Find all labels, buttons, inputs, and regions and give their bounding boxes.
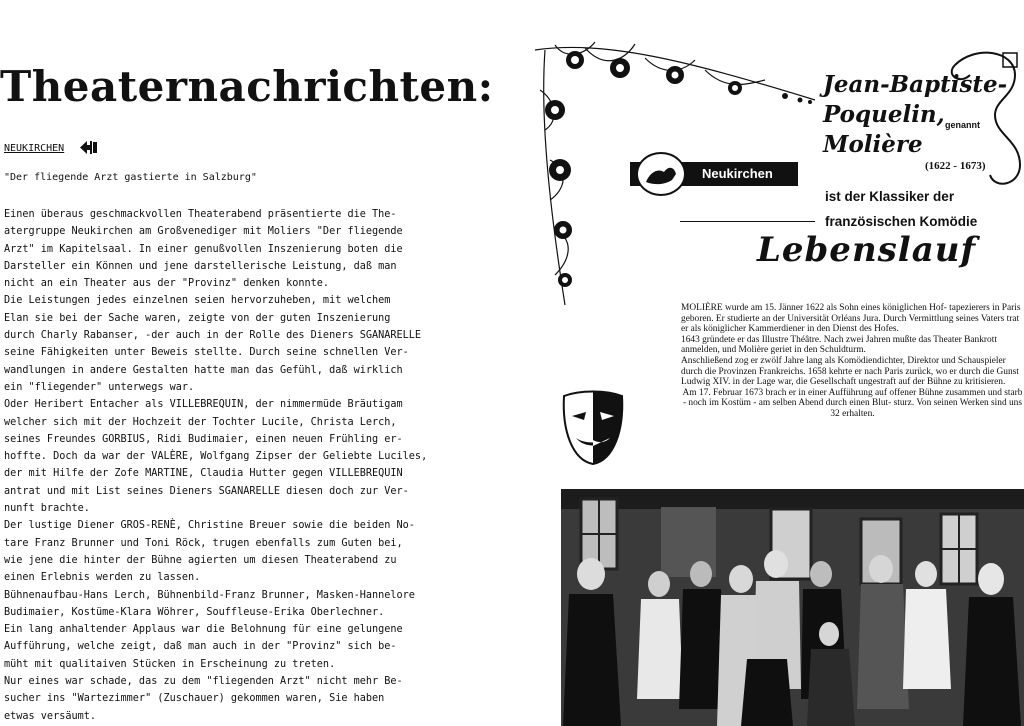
article-line: durch Charly Rabanser, -der auch in der Rolle des Dieners SGANARELLE <box>4 330 422 342</box>
page-title: Theaternachrichten: <box>0 62 494 111</box>
biography-text <box>681 303 1024 420</box>
article-line: seines Freundes GORBIUS, Ridi Budimaier, einen neuen Frühling er- <box>4 433 403 445</box>
article-line: nicht an ein Theater aus der "Provinz" denken konnte. <box>4 278 330 290</box>
klassiker-heading <box>825 184 977 234</box>
name-line-2: Poquelin, <box>823 101 945 128</box>
article-line: tare Franz Brunner und Toni Röck, trugen ebenfalls zum Guten bei, <box>4 537 403 549</box>
pointing-arrow-icon <box>80 141 98 154</box>
bio-paragraph: Am 17. Februar 1673 brach er in einer Aufführung auf offener Bühne zusammen und starb - noch im Kostüm - am selben Abend durch einen Blut- sturz. Von seinen Werken sind uns 32 erhalten. <box>682 387 1023 419</box>
article-line: wie jene die hinter der Bühne agierten um diesen Theaterabend zu <box>4 554 397 566</box>
lebenslauf-heading: Lebenslauf <box>757 230 977 270</box>
article-line: Bühnenaufbau-Hans Lerch, Bühnenbild-Franz Brunner, Masken-Hannelore <box>4 589 415 601</box>
article-line: Aufführung, welche zeigt, daß man auch in der "Provinz" sich be- <box>4 641 397 653</box>
article-line: Oder Heribert Entacher als VILLEBREQUIN, der nimmermüde Bräutigam <box>4 399 403 411</box>
divider-line <box>680 221 815 222</box>
article-line: Die Leistungen jedes einzelnen seien hervorzuheben, mit welchem <box>4 295 391 307</box>
article-line: Ein lang anhaltender Applaus war die Belohnung für eine gelungene <box>4 624 403 636</box>
article-line: Budimaier, Kostüme-Klara Wöhrer, Souffleuse-Erika Oberlechner. <box>4 606 385 618</box>
article-line: sucher ins "Wartezimmer" (Zuschauer) gekommen waren, Sie haben <box>4 693 385 705</box>
article-line: seine Fähigkeiten unter Beweis stellte. Durch seine schnellen Ver- <box>4 347 409 359</box>
coat-of-arms-icon <box>636 152 686 196</box>
life-years: (1622 - 1673) <box>925 160 986 172</box>
article-line: der mit Hilfe der Zofe MARTINE, Claudia Hutter gegen VILLEBREQUIN <box>4 468 403 480</box>
article-line: Darsteller ein Können und jene darstellerische Leistung, daß man <box>4 260 397 272</box>
bio-paragraph: Anschließend zog er zwölf Jahre lang als Komödiendichter, Direktor und Schauspieler durch die Provinzen Frankreichs. 1658 kehrte er nach Paris zurück, wo er durch die Gunst Ludwig XIV. in der Lage war, die Gesellschaft ungestraft auf der Bühne zu kritisieren. <box>681 355 1019 388</box>
article-line: müht mit qualitaiven Stücken in Erscheinung zu treten. <box>4 658 336 670</box>
genannt-label: genannt <box>945 120 980 130</box>
left-page <box>0 0 505 726</box>
theater-mask-icon <box>560 390 626 466</box>
bio-paragraph: 1643 gründete er das Illustre Théâtre. Nach zwei Jahren mußte das Theater Bankrott anmelden, und Molière geriet in den Schuldturm. <box>681 334 997 356</box>
article-line: hoffte. Doch da war der VALÈRE, Wolfgang Zipser der Geliebte Luciles, <box>4 451 428 463</box>
article-line: Einen überaus geschmackvollen Theaterabend präsentierte die The- <box>4 209 397 220</box>
right-page <box>505 0 1024 726</box>
article-body <box>4 206 500 725</box>
name-line-3: Molière <box>823 131 923 158</box>
article-line: etwas versäumt. <box>4 710 97 722</box>
article-line: Arzt" im Kapitelsaal. In einer genußvollen Inszenierung boten die <box>4 243 403 255</box>
article-line: atergruppe Neukirchen am Großvenediger mit Moliers "Der fliegende <box>4 226 403 238</box>
article-line: Nur eines war schade, das zu dem "fliegenden Arzt" nicht mehr Be- <box>4 676 403 688</box>
article-line: einen Erlebnis werden zu lassen. <box>4 572 201 584</box>
theater-group-photo <box>561 489 1024 726</box>
klassiker-line-1: ist der Klassiker der <box>825 189 955 204</box>
article-line: antrat und mit List seines Dieners SGANARELLE diesen doch zur Ver- <box>4 485 409 497</box>
badge-label: Neukirchen <box>702 166 773 181</box>
article-line: Elan sie bei der Sache waren, zeigte von der guten Inszenierung <box>4 312 391 324</box>
bio-paragraph: MOLIÈRE wurde am 15. Jänner 1622 als Sohn eines königlichen Hof- tapezierers in Paris geboren. Er studierte an der Universität Orléans Jura. Durch Vermittlung seines Vaters trat er als königlicher Kammerdiener in den Dienst des Hofes. <box>681 303 1021 335</box>
article-line: wandlungen in andere Gestalten hatte man das Gefühl, daß wirklich <box>4 364 403 376</box>
article-line: welcher sich mit der Hochzeit der Tochter Lucile, Christa Lerch, <box>4 416 397 428</box>
article-line: Der lustige Diener GROS-RENÈ, Christine Breuer sowie die beiden No- <box>4 520 415 532</box>
section-label: NEUKIRCHEN <box>4 143 65 154</box>
article-line: nunft brachte. <box>4 503 90 515</box>
neukirchen-badge <box>630 152 798 196</box>
article-line: ein "fliegender" unterwegs war. <box>4 381 195 393</box>
article-subtitle: "Der fliegende Arzt gastierte in Salzburg" <box>4 172 257 183</box>
name-line-1: Jean-Baptiste- <box>823 71 1008 98</box>
klassiker-line-2: französischen Komödie <box>825 214 978 229</box>
moliere-full-name <box>823 70 1007 160</box>
